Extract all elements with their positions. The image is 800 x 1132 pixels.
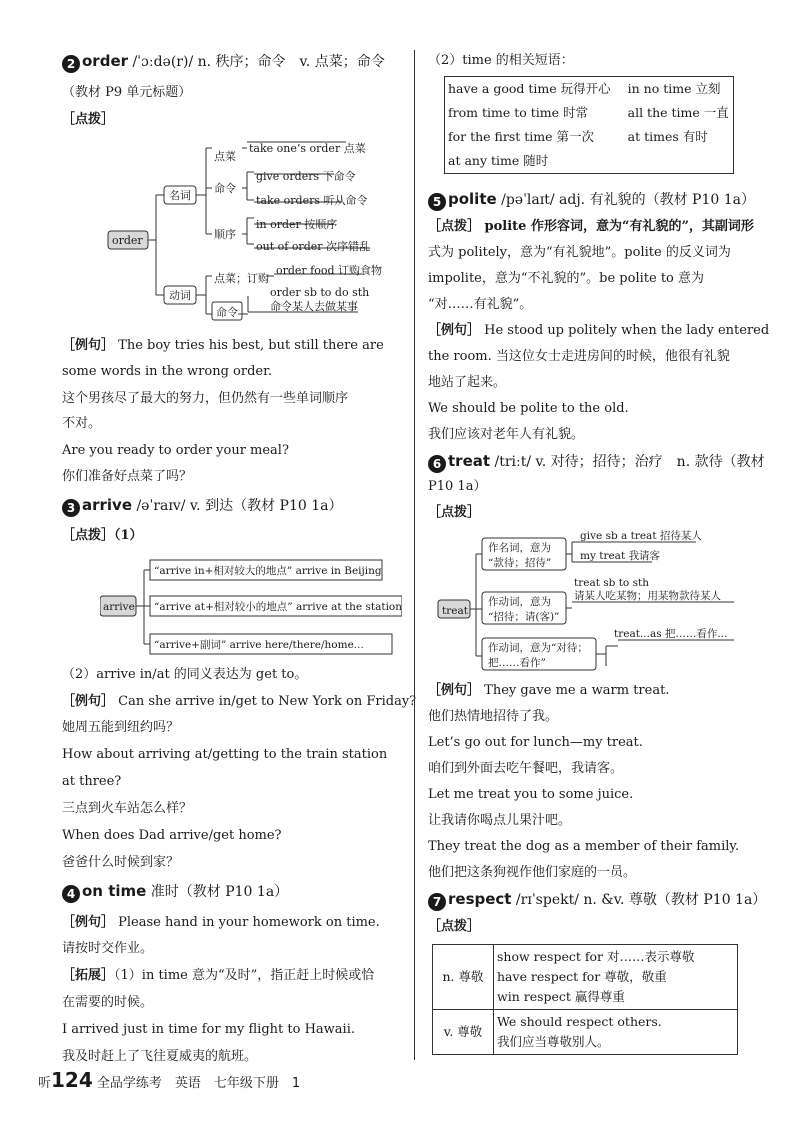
treat-box-text: 作动词，意为“对待； [488, 642, 588, 654]
respect-pos-label: v. 尊敬 [433, 1010, 494, 1055]
headword: order [82, 52, 129, 70]
treat-box-text: “款待；招待” [488, 557, 552, 569]
map-verb: 动词 [169, 289, 191, 302]
respect-line: 我们应当尊敬别人。 [497, 1034, 610, 1049]
example-line: 他们把这条狗视作他们家庭的一员。 [428, 865, 637, 880]
entry-order-head [62, 52, 385, 73]
page-number: 124 [51, 1068, 93, 1092]
entry-arrive-head [62, 496, 342, 517]
entry-number: 5 [428, 193, 446, 211]
arrive-branch: “arrive at+相对较小的地点” arrive at the station [154, 601, 402, 613]
arrive-branch: “arrive in+相对较大的地点” arrive in Beijing [154, 565, 382, 577]
respect-line: win respect 赢得尊重 [497, 989, 625, 1004]
time-phrase-row [445, 77, 734, 102]
example-line: ［例句］ He stood up politely when the lady entered [428, 323, 770, 338]
footer-prefix: 听 [38, 1076, 52, 1091]
time-phrase-row [445, 101, 734, 125]
treat-leaf: my treat 我请客 [580, 550, 660, 562]
time-phrase-cell: from time to time 时常 [448, 105, 588, 120]
respect-table [432, 944, 738, 1055]
phonetic: /pəˈlaɪt/ [496, 192, 560, 208]
example-line: ［例句］ The boy tries his best, but still there are [62, 338, 384, 353]
respect-line: have respect for 尊敬，敬重 [497, 969, 667, 984]
gloss: adj. 有礼貌的（教材 P10 1a） [559, 192, 755, 208]
treat-leaf: treat...as 把……看作... [614, 628, 728, 640]
order-mind-map [102, 136, 402, 326]
map-n1: 点菜 [214, 150, 236, 163]
example-line: ［例句］ Please hand in your homework on time. [62, 915, 380, 930]
time-phrase-cell [625, 149, 734, 174]
phonetic: /ˈɔːdə(r)/ [128, 54, 198, 70]
tip-line: impolite，意为“不礼貌的”。be polite to 意为 [428, 271, 705, 286]
example-line: 他们热情地招待了我。 [428, 709, 559, 724]
headword: treat [448, 452, 491, 470]
time-phrases-title: （2）time 的相关短语： [428, 53, 574, 68]
example-line: They treat the dog as a member of their family. [428, 839, 740, 854]
treat-box-text: 把……看作” [488, 657, 546, 669]
treat-box-text: 作动词，意为 [488, 596, 551, 608]
example-line: the room. 当这位女士走进房间的时候，他很有礼貌 [428, 349, 730, 364]
entry-number: 6 [428, 455, 446, 473]
headword: arrive [82, 496, 133, 514]
time-phrase-cell: at times 有时 [627, 129, 708, 144]
example-line: 咱们到外面去吃午餐吧，我请客。 [428, 761, 624, 776]
entry-number: 7 [428, 893, 446, 911]
column-divider [414, 50, 415, 1060]
gloss: n. &v. 尊敬（教材 P10 1a） [583, 892, 767, 908]
example-line: We should be polite to the old. [428, 401, 629, 416]
example-line: 她周五能到纽约吗？ [62, 720, 180, 735]
entry-respect-head [428, 890, 766, 911]
phonetic: /rɪˈspekt/ [511, 892, 584, 908]
example-line: ［例句］ They gave me a warm treat. [428, 683, 670, 698]
tip-label: ［点拨］ [428, 505, 481, 520]
example-line: 我们应该对老年人有礼貌。 [428, 427, 585, 442]
respect-cell [494, 945, 738, 1010]
gloss: v. 到达（教材 P10 1a） [189, 498, 343, 514]
entry-number: 4 [62, 885, 80, 903]
treat-leaf: treat sb to sth [574, 577, 649, 589]
tip-label: ［点拨］ [428, 919, 481, 934]
entry-polite-head [428, 190, 755, 211]
example-line: 三点到火车站怎么样？ [62, 801, 193, 816]
respect-pos-label: n. 尊敬 [433, 945, 494, 1010]
map-n3b: out of order 次序错乱 [256, 240, 371, 253]
treat-leaf: give sb a treat 招待某人 [580, 530, 702, 542]
map-n2a: give orders 下命令 [256, 170, 356, 183]
example-line: 请按时交作业。 [62, 941, 154, 956]
time-phrase-cell: in no time 立刻 [627, 81, 721, 96]
respect-line: show respect for 对……表示尊敬 [497, 949, 695, 964]
source-note: （教材 P9 单元标题） [62, 85, 192, 100]
arrive-root: arrive [103, 601, 135, 613]
gloss: 准时（教材 P10 1a） [146, 884, 289, 900]
respect-line: We should respect others. [497, 1014, 662, 1029]
example-line: Are you ready to order your meal? [62, 443, 289, 458]
extension-line: ［拓展］（1）in time 意为“及时”，指正赶上时候或恰 [62, 968, 375, 983]
phonetic: /əˈraɪv/ [132, 498, 190, 514]
example-line: some words in the wrong order. [62, 364, 272, 379]
treat-root: treat [442, 605, 468, 617]
time-phrase-row [445, 149, 734, 174]
tip-label: ［点拨］（1） [62, 528, 143, 543]
example-line: 爸爸什么时候到家？ [62, 855, 180, 870]
map-n3a: in order 按顺序 [256, 218, 338, 231]
headword: polite [448, 190, 497, 208]
map-v2b: 命令某人去做某事 [270, 300, 358, 313]
map-n2: 命令 [214, 182, 236, 195]
map-root: order [112, 234, 143, 247]
extension-line: 在需要的时候。 [62, 995, 154, 1010]
tip-line: ［点拨］ polite 作形容词，意为“有礼貌的”，其副词形 [428, 219, 754, 234]
map-v1: 点菜；订购 [214, 272, 269, 285]
example-line: 不对。 [62, 416, 102, 431]
map-noun: 名词 [169, 189, 191, 202]
note-line: （2）arrive in/at 的同义表达为 get to。 [62, 667, 308, 682]
tip-label: ［点拨］ [62, 112, 115, 127]
map-n1a: take one’s order 点菜 [249, 142, 366, 155]
example-line: Let’s go out for lunch—my treat. [428, 735, 643, 750]
headword: on time [82, 882, 147, 900]
entry-ontime-head [62, 882, 288, 903]
map-n2b: take orders 听从命令 [256, 194, 368, 207]
example-line: at three? [62, 774, 122, 789]
time-phrases-table [444, 76, 734, 174]
example-line: When does Dad arrive/get home? [62, 828, 282, 843]
respect-cell [494, 1010, 738, 1055]
entry-number: 2 [62, 55, 80, 73]
headword: respect [448, 890, 512, 908]
example-line: How about arriving at/getting to the train station [62, 747, 388, 762]
example-line: 让我请你喝点儿果汁吧。 [428, 813, 572, 828]
example-line: Let me treat you to some juice. [428, 787, 634, 802]
entry-number: 3 [62, 499, 80, 517]
example-line: 我及时赶上了飞往夏威夷的航班。 [62, 1049, 258, 1064]
gloss: v. 对待；招待；治疗 n. 款待（教材 [535, 454, 765, 470]
example-line: 这个男孩尽了最大的努力，但仍然有一些单词顺序 [62, 391, 349, 406]
time-phrase-cell: at any time 随时 [448, 153, 549, 168]
phonetic: /triːt/ [490, 454, 536, 470]
example-line: 地站了起来。 [428, 375, 507, 390]
tip-line: 式为 politely，意为“有礼貌地”。polite 的反义词为 [428, 245, 731, 260]
entry-treat-head [428, 452, 765, 473]
treat-box-text: 作名词，意为 [488, 542, 551, 554]
gloss-cont: P10 1a） [428, 479, 487, 494]
treat-leaf: 请某人吃某物；用某物款待某人 [574, 590, 721, 602]
map-v2a: order sb to do sth [270, 286, 370, 299]
example-line: 你们准备好点菜了吗？ [62, 469, 193, 484]
arrive-branch: “arrive+副词” arrive here/there/home... [154, 639, 364, 651]
page-footer [38, 1068, 300, 1092]
tip-line: “对……有礼貌”。 [428, 297, 533, 312]
time-phrase-cell: for the first time 第一次 [448, 129, 595, 144]
time-phrase-row [445, 125, 734, 149]
treat-box-text: “招待；请(客)” [488, 611, 560, 623]
map-v1a: order food 订购食物 [276, 264, 383, 277]
map-v2: 命令 [216, 306, 238, 319]
example-line: I arrived just in time for my flight to Hawaii. [62, 1022, 355, 1037]
example-line: ［例句］ Can she arrive in/get to New York on Friday? [62, 694, 417, 709]
time-phrase-cell: have a good time 玩得开心 [448, 81, 611, 96]
map-n3: 顺序 [214, 228, 236, 241]
footer-text: 全品学练考 英语 七年级下册 1 [92, 1076, 301, 1091]
gloss: n. 秩序；命令 v. 点菜；命令 [197, 54, 385, 70]
treat-mind-map [434, 528, 740, 676]
arrive-diagram [100, 552, 402, 656]
time-phrase-cell: all the time 一直 [627, 105, 729, 120]
